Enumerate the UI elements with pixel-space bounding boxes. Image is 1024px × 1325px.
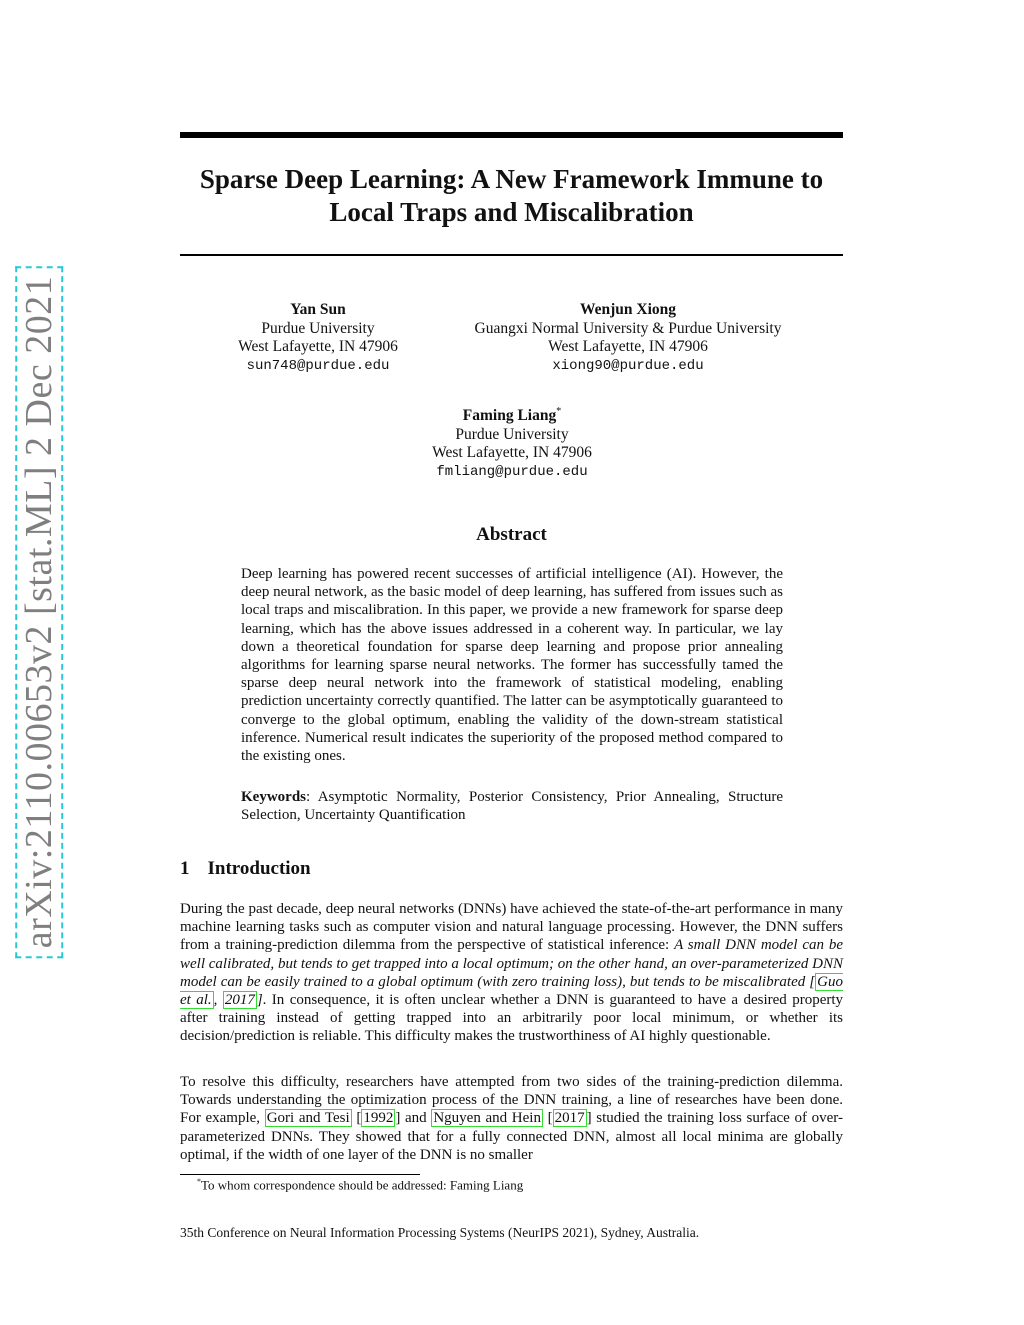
- author-block-3: [412, 403, 612, 481]
- footnote-text: To whom correspondence should be addressed: Faming Liang: [201, 1177, 524, 1193]
- paragraph-text: ] and: [395, 1110, 432, 1127]
- paragraph-text: [: [351, 1110, 362, 1127]
- author-block-1: [218, 301, 418, 375]
- citation-year-link[interactable]: 2017: [554, 1110, 585, 1127]
- keywords-label: Keywords: [241, 789, 306, 805]
- intro-paragraph-2: [180, 1073, 843, 1164]
- emphasis-segment: ,: [213, 992, 223, 1009]
- abstract-text: Deep learning has powered recent successes of artificial intelligence (AI). However, the deep neural network, as the basic model of deep learning, has suffered from issues such as local traps and miscalibration. In this paper, we provide a new framework for sparse deep learning, which has the above issues addressed in a coherent way. In particular, we lay down a theoretical foundation for sparse deep learning and propose prior annealing algorithms for learning sparse neural networks. The former has successfully tamed the sparse deep neural network into the framework of statistical modeling, enabling prediction uncertainty correctly quantified. The latter can be asymptotically guaranteed to converge to the global optimum, enabling the validity of the down-stream statistical inference. Numerical result indicates the superiority of the proposed method compared to the existing ones.: [241, 566, 783, 765]
- emphasis-segment: ]: [256, 992, 263, 1009]
- author-address: West Lafayette, IN 47906: [548, 338, 708, 355]
- citation-year-link[interactable]: 1992: [363, 1110, 394, 1127]
- keywords-list: : Asymptotic Normality, Posterior Consistency, Prior Annealing, Structure Selection, Uncertainty Quantification: [241, 789, 783, 824]
- author-name: Wenjun Xiong: [579, 301, 677, 318]
- arxiv-stamp-text: arXiv:2110.00653v2 [stat.ML] 2 Dec 2021: [15, 266, 63, 958]
- title-top-rule: [180, 132, 843, 138]
- author-email: fmliang@purdue.edu: [436, 463, 588, 480]
- footnote-rule: [180, 1174, 420, 1175]
- author-name: Yan Sun: [290, 301, 346, 318]
- author-email: sun748@purdue.edu: [246, 357, 390, 374]
- author-address: West Lafayette, IN 47906: [238, 338, 398, 355]
- footnote-mark: *: [197, 1177, 201, 1186]
- citation-link[interactable]: Guo et al.: [180, 973, 843, 1009]
- author-affiliation: Purdue University: [455, 425, 569, 443]
- footnote-mark: *: [556, 406, 562, 417]
- author-name-line: [412, 403, 612, 426]
- citation-link[interactable]: Gori and Tesi: [266, 1110, 350, 1127]
- abstract-heading: Abstract: [476, 524, 547, 545]
- intro-paragraph-1: [180, 900, 843, 1046]
- author-affiliation: Guangxi Normal University & Purdue University: [474, 319, 782, 337]
- paragraph-text: . In consequence, it is often unclear whether a DNN is guaranteed to have a desired property after training instead of getting trapped into an arbitrarily poor local minimum, or whether its decision/prediction is reliable. This difficulty makes the trustworthiness of AI highly questionable.: [180, 992, 844, 1045]
- author-name: Faming Liang: [462, 407, 557, 425]
- author-block-2: [448, 301, 808, 375]
- author-email: xiong90@purdue.edu: [552, 357, 704, 374]
- emphasis-segment: A small DNN model can be well calibrated, but tends to get trapped into a local optimum; on the other hand, an over-parameterized DNN model can be easily trained to a global optimum (with zero training loss), but tends to be miscalibrated [: [180, 937, 843, 990]
- section-title: Introduction: [207, 858, 311, 879]
- conference-note: 35th Conference on Neural Information Processing Systems (NeurIPS 2021), Sydney, Australia.: [180, 1225, 700, 1240]
- arxiv-stamp: [14, 275, 64, 949]
- paragraph-text: To resolve this difficulty, researchers have attempted from two sides of the training-prediction dilemma. Towards understanding the optimization process of the DNN training, a line of researches have been done. For example,: [180, 1074, 843, 1127]
- paper-title: Sparse Deep Learning: A New Framework Immune to Local Traps and Miscalibration: [199, 164, 824, 227]
- section-heading: [180, 858, 311, 880]
- footnote: [197, 1177, 523, 1193]
- author-address: West Lafayette, IN 47906: [432, 444, 592, 462]
- paragraph-text: During the past decade, deep neural networks (DNNs) have achieved the state-of-the-art performance in many machine learning tasks such as computer vision and natural language processing. However, the DNN suffers from a training-prediction dilemma from the perspective of statistical inference:: [180, 901, 843, 954]
- citation-year-link[interactable]: 2017: [224, 992, 255, 1009]
- section-number: 1: [180, 858, 190, 879]
- citation-link[interactable]: Nguyen and Hein: [433, 1110, 541, 1127]
- paragraph-text: ] studied the training loss surface of over-parameterized DNNs. They showed that for a fully connected DNN, almost all local minima are globally optimal, if the width of one layer of the DNN is no smaller: [180, 1110, 843, 1163]
- keywords: [241, 788, 783, 824]
- paragraph-text: [: [542, 1110, 553, 1127]
- author-affiliation: Purdue University: [261, 319, 375, 337]
- title-bottom-rule: [180, 254, 843, 256]
